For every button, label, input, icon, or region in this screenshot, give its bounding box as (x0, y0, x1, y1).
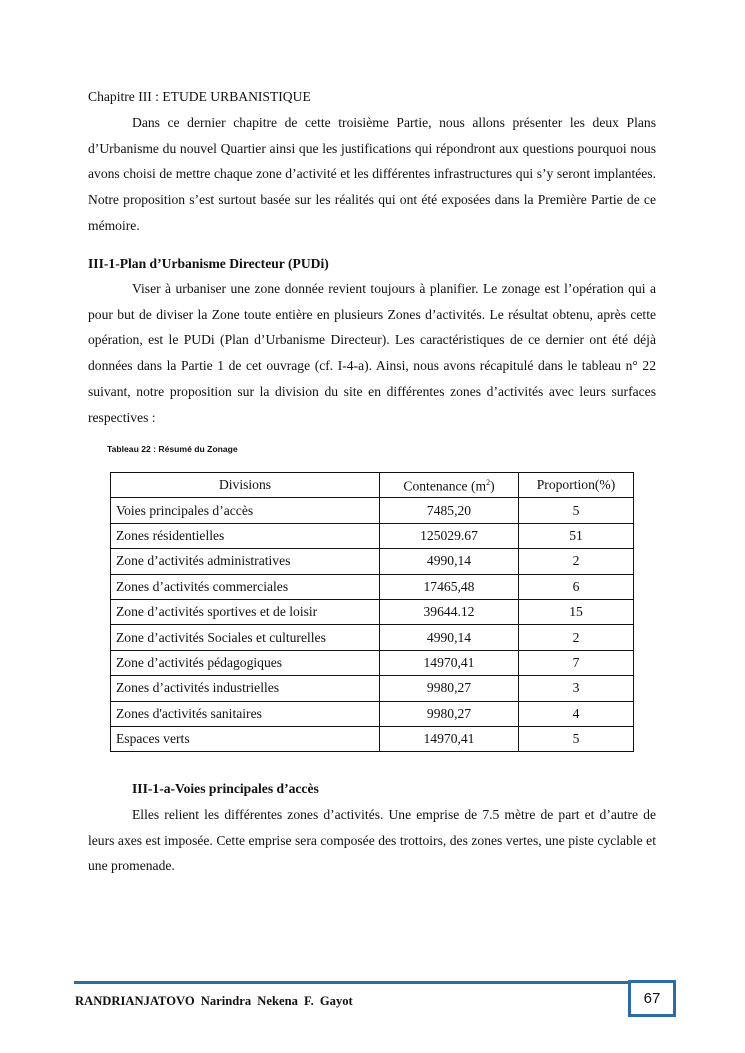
cell-division: Zone d’activités pédagogiques (111, 650, 380, 675)
cell-contenance: 14970,41 (380, 726, 519, 751)
cell-contenance: 9980,27 (380, 676, 519, 701)
cell-contenance: 4990,14 (380, 549, 519, 574)
cell-proportion: 3 (519, 676, 634, 701)
intro-paragraph: Dans ce dernier chapitre de cette troisième Partie, nous allons présenter les deux Plans d’Urbanisme du nouvel Quartier ainsi que les justifications qui répondront aux questions pourquoi nous avons choisi de mettre chaque zone d’activité et les différentes infrastructures qui s’y seront implantées. Notre proposition s’est surtout basée sur les réalités qui ont été exposées dans la Première Partie de ce mémoire. (88, 115, 656, 233)
table-row (111, 701, 634, 726)
subsection-heading: III-1-a-Voies principales d’accès (132, 781, 319, 796)
cell-contenance: 17465,48 (380, 574, 519, 599)
table-caption: Tableau 22 : Résumé du Zonage (107, 444, 238, 454)
cell-division: Zones d’activités industrielles (111, 676, 380, 701)
cell-proportion: 15 (519, 599, 634, 624)
cell-division: Zones d’activités commerciales (111, 574, 380, 599)
cell-contenance: 39644.12 (380, 599, 519, 624)
cell-proportion: 7 (519, 650, 634, 675)
cell-contenance: 14970,41 (380, 650, 519, 675)
table-row (111, 676, 634, 701)
cell-contenance: 4990,14 (380, 625, 519, 650)
superscript: 2 (486, 478, 491, 488)
section-paragraph: Viser à urbaniser une zone donnée revient toujours à planifier. Le zonage est l’opération qui a pour but de diviser la Zone toute entière en plusieurs Zones d’activités. Le résultat obtenu, après cette opération, est le PUDi (Plan d’Urbanisme Directeur). Les caractéristiques de ce dernier ont été déjà données dans la Partie 1 de cet ouvrage (cf. I-4-a). Ainsi, nous avons récapitulé dans le tableau n° 22 suivant, notre proposition sur la division du site en différentes zones d’activités avec leurs surfaces respectives : (88, 281, 656, 425)
cell-proportion: 5 (519, 498, 634, 523)
page-number: 67 (628, 980, 676, 1017)
section-heading: III-1-Plan d’Urbanisme Directeur (PUDi) (88, 256, 329, 271)
subsection-paragraph: Elles relient les différentes zones d’activités. Une emprise de 7.5 mètre de part et d’autre de leurs axes est imposée. Cette emprise sera composée des trottoirs, des zones vertes, une piste cyclable et une promenade. (88, 807, 656, 874)
footer-rule (74, 981, 630, 984)
cell-division: Zones d'activités sanitaires (111, 701, 380, 726)
cell-proportion: 2 (519, 549, 634, 574)
cell-division: Espaces verts (111, 726, 380, 751)
table-row (111, 549, 634, 574)
cell-contenance: 9980,27 (380, 701, 519, 726)
cell-contenance: 7485,20 (380, 498, 519, 523)
header-divisions: Divisions (111, 473, 380, 498)
zoning-table (110, 472, 634, 752)
footer-author: RANDRIANJATOVO Narindra Nekena F. Gayot (75, 994, 353, 1008)
cell-contenance: 125029.67 (380, 523, 519, 548)
cell-division: Zone d’activités Sociales et culturelles (111, 625, 380, 650)
cell-proportion: 4 (519, 701, 634, 726)
table-row (111, 574, 634, 599)
table-row (111, 650, 634, 675)
table-row (111, 523, 634, 548)
table-header-row (111, 473, 634, 498)
cell-proportion: 2 (519, 625, 634, 650)
header-contenance (380, 473, 519, 498)
header-proportion: Proportion(%) (519, 473, 634, 498)
header-paren: ) (490, 478, 495, 494)
cell-division: Voies principales d’accès (111, 498, 380, 523)
cell-division: Zone d’activités sportives et de loisir (111, 599, 380, 624)
cell-proportion: 51 (519, 523, 634, 548)
table-row (111, 599, 634, 624)
cell-division: Zones résidentielles (111, 523, 380, 548)
chapter-title: Chapitre III : ETUDE URBANISTIQUE (88, 89, 311, 104)
header-contenance-text: Contenance (m (403, 478, 487, 494)
cell-proportion: 6 (519, 574, 634, 599)
cell-division: Zone d’activités administratives (111, 549, 380, 574)
table-row (111, 726, 634, 751)
cell-proportion: 5 (519, 726, 634, 751)
table-row (111, 625, 634, 650)
table-row (111, 498, 634, 523)
